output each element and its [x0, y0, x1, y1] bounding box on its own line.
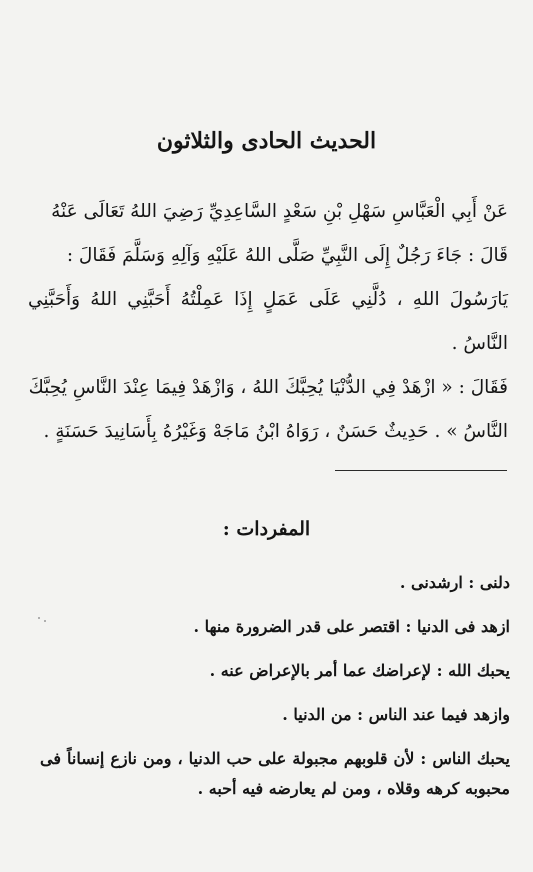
vocabulary-item: يحبك الناس : لأن قلوبهم مجبولة على حب الدنيا ، ومن نازع إنساناً فى محبوبه كرهه وقلاه ، ومن لم يعارضه فيه أحبه . — [40, 749, 510, 798]
scan-speck — [38, 617, 40, 619]
vocabulary-list — [40, 568, 510, 804]
hadith-line: يَارَسُولَ اللهِ ، دُلَّنِي عَلَى عَمَلٍ إِذَا عَمِلْتُهُ أَحَبَّنِي اللهُ وَأَحَبَّنِي النَّاسُ . — [28, 289, 508, 354]
hadith-line: فَقَالَ : « ازْهَدْ فِي الدُّنْيَا يُحِبَّكَ اللهُ ، وَازْهَدْ فِيمَا عِنْدَ النَّاسِ يُحِبَّكَ — [28, 377, 508, 398]
vocabulary-item: وازهد فيما عند الناس : من الدنيا . — [282, 705, 510, 724]
section-divider — [335, 470, 507, 471]
vocabulary-item: دلنى : ارشدنى . — [399, 573, 510, 592]
scan-speck — [44, 620, 46, 622]
vocabulary-item: يحبك الله : لإعراضك عما أمر بالإعراض عنه . — [209, 661, 510, 680]
vocabulary-heading: المفردات : — [222, 518, 311, 540]
hadith-title: الحديث الحادى والثلاثون — [156, 128, 377, 154]
hadith-line: قَالَ : جَاءَ رَجُلٌ إِلَى النَّبِيِّ صَلَّى اللهُ عَلَيْهِ وَآلِهِ وَسَلَّمَ فَقَالَ : — [66, 245, 508, 266]
hadith-line: النَّاسُ » . حَدِيثٌ حَسَنٌ ، رَوَاهُ ابْنُ مَاجَهْ وَغَيْرُهُ بِأَسَانِيدَ حَسَنَةٍ . — [43, 421, 508, 442]
vocabulary-item: ازهد فى الدنيا : اقتصر على قدر الضرورة منها . — [193, 617, 510, 636]
hadith-text — [28, 190, 508, 454]
hadith-line: عَنْ أَبِي الْعَبَّاسِ سَهْلِ بْنِ سَعْدٍ السَّاعِدِيِّ رَضِيَ اللهُ تَعَالَى عَنْهُ — [51, 201, 508, 222]
